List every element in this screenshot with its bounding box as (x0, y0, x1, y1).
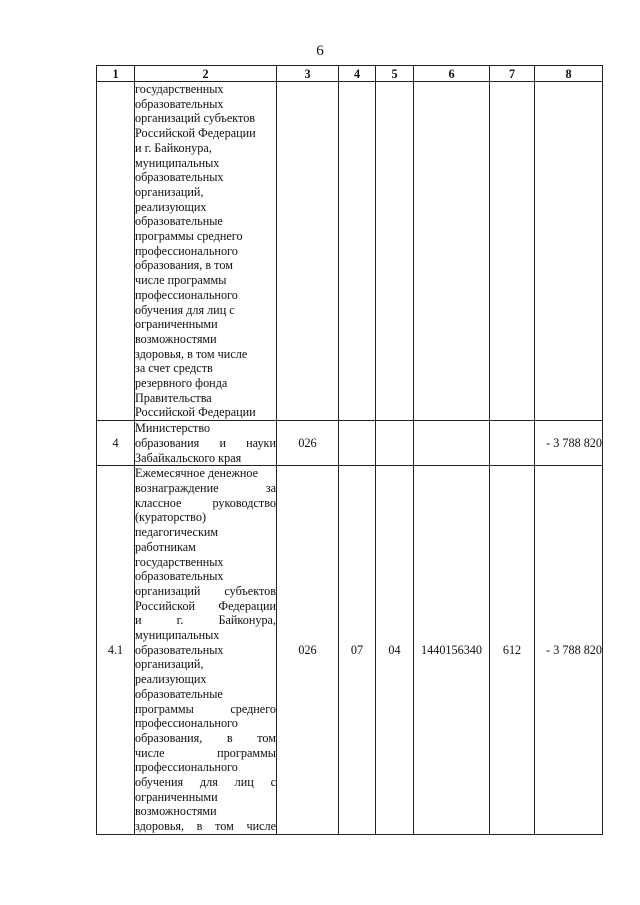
cell-subsection (376, 82, 414, 421)
description-line: реализующих (135, 199, 207, 214)
description-line: педагогическим (135, 525, 219, 540)
description-line: Ежемесячное денежное (135, 466, 259, 481)
description-line: образования, в том (135, 730, 276, 745)
cell-description (135, 421, 277, 466)
description-line: государственных (135, 554, 224, 569)
cell-description (135, 466, 277, 835)
description-line: Правительства (135, 390, 212, 405)
description-line: резервного фонда (135, 376, 228, 391)
description-line: образовательных (135, 170, 224, 185)
description-line: образовательных (135, 642, 224, 657)
description-line: числе программы (135, 273, 227, 288)
description-line: государственных (135, 82, 224, 96)
description-line: Министерство (135, 421, 211, 436)
cell-number: 4.1 (97, 466, 135, 835)
description-line: образования, в том (135, 258, 233, 273)
cell-section: 07 (339, 466, 376, 835)
cell-amount: - 3 788 820 (535, 421, 603, 466)
header-col-6: 6 (414, 66, 490, 82)
header-col-2: 2 (135, 66, 277, 82)
description-line: Забайкальского края (135, 450, 242, 465)
header-row (97, 66, 603, 82)
table-row (97, 421, 603, 466)
cell-amount: - 3 788 820 (535, 466, 603, 835)
description-line: организаций субъектов (135, 111, 256, 126)
cell-code (277, 82, 339, 421)
description-line: обучения для лиц с (135, 775, 276, 790)
cell-number: 4 (97, 421, 135, 466)
cell-target-article (414, 421, 490, 466)
description-line: образования и науки (135, 435, 276, 450)
description-line: муниципальных (135, 155, 220, 170)
cell-code: 026 (277, 421, 339, 466)
description-line: возможностями (135, 804, 217, 819)
header-col-5: 5 (376, 66, 414, 82)
page-number: 6 (316, 43, 324, 59)
description-line: ограниченными (135, 789, 218, 804)
description-line: профессионального (135, 287, 238, 302)
description-line: образовательные (135, 214, 223, 229)
description-line: организаций, (135, 657, 204, 672)
cell-description (135, 82, 277, 421)
table-row (97, 82, 603, 421)
description-line: профессионального (135, 243, 238, 258)
description-line: работникам (135, 539, 196, 554)
description-line: и г. Байконура, (135, 613, 276, 628)
cell-target-article: 1440156340 (414, 466, 490, 835)
table-row (97, 466, 603, 835)
description-line: образовательные (135, 686, 223, 701)
cell-amount (535, 82, 603, 421)
cell-section (339, 82, 376, 421)
cell-code: 026 (277, 466, 339, 835)
cell-subsection: 04 (376, 466, 414, 835)
description-line: обучения для лиц с (135, 302, 235, 317)
cell-section (339, 421, 376, 466)
description-line: здоровья, в том числе (135, 819, 276, 834)
cell-number (97, 82, 135, 421)
description-line: организаций субъектов (135, 583, 276, 598)
header-col-1: 1 (97, 66, 135, 82)
description-line: программы среднего (135, 701, 276, 716)
description-line: возможностями (135, 331, 217, 346)
description-line: и г. Байконура, (135, 140, 212, 155)
description-line: ограниченными (135, 317, 218, 332)
description-line: образовательных (135, 96, 224, 111)
description-line: программы среднего (135, 229, 243, 244)
cell-expense-type: 612 (490, 466, 535, 835)
description-line: муниципальных (135, 628, 220, 643)
cell-target-article (414, 82, 490, 421)
description-line: (кураторство) (135, 510, 206, 525)
cell-expense-type (490, 421, 535, 466)
description-line: здоровья, в том числе (135, 346, 248, 361)
cell-expense-type (490, 82, 535, 421)
header-col-4: 4 (339, 66, 376, 82)
description-line: вознаграждение за (135, 480, 276, 495)
header-col-7: 7 (490, 66, 535, 82)
description-line: организаций, (135, 184, 204, 199)
description-line: за счет средств (135, 361, 213, 376)
description-line: Российской Федерации (135, 405, 256, 420)
description-line: Российской Федерации (135, 598, 276, 613)
description-line: классное руководство (135, 495, 276, 510)
header-col-3: 3 (277, 66, 339, 82)
description-line: числе программы (135, 745, 276, 760)
cell-subsection (376, 421, 414, 466)
budget-table (96, 65, 603, 835)
description-line: образовательных (135, 569, 224, 584)
description-line: профессионального (135, 760, 238, 775)
description-line: реализующих (135, 672, 207, 687)
header-col-8: 8 (535, 66, 603, 82)
description-line: профессионального (135, 716, 238, 731)
description-line: Российской Федерации (135, 126, 256, 141)
